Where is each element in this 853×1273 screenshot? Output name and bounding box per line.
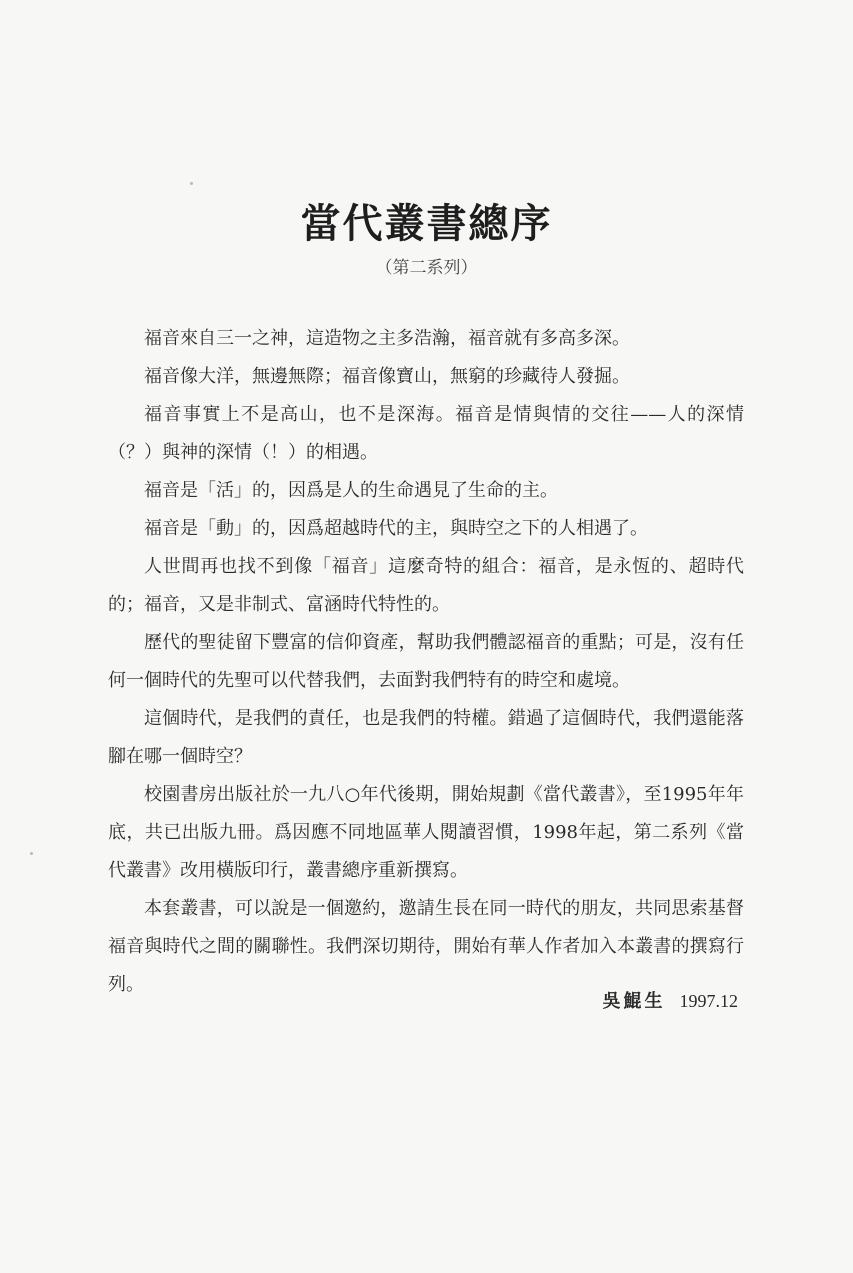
author-name: 吳鯤生 [602,991,666,1012]
paragraph: 人世間再也找不到像「福音」這麼奇特的組合：福音，是永恆的、超時代的；福音，又是非制式、富涵時代特性的。 [108,556,744,615]
scan-speck [30,852,33,855]
paragraph: 福音事實上不是高山，也不是深海。福音是情與情的交往——人的深情（？）與神的深情（！）的相遇。 [108,404,744,463]
signature-date: 1997.12 [679,991,738,1011]
paragraph: 福音像大洋，無邊無際；福音像寶山，無窮的珍藏待人發掘。 [144,366,630,387]
paragraph: 本套叢書，可以說是一個邀約，邀請生長在同一時代的朋友，共同思索基督福音與時代之間的關聯性。我們深切期待，開始有華人作者加入本叢書的撰寫行列。 [108,898,744,995]
paragraph: 校園書房出版社於一九八○年代後期，開始規劃《當代叢書》，至1995年年底，共已出版九冊。爲因應不同地區華人閱讀習慣，1998年起，第二系列《當代叢書》改用橫版印行，叢書總序重新撰寫。 [108,784,744,881]
page-subtitle: （第二系列） [375,258,478,278]
signature-line [108,986,738,1017]
scan-speck [190,182,193,185]
paragraph: 歷代的聖徒留下豐富的信仰資產，幫助我們體認福音的重點；可是，沒有任何一個時代的先聖可以代替我們，去面對我們特有的時空和處境。 [108,632,744,691]
page-title: 當代叢書總序 [300,200,553,247]
paragraph: 福音是「活」的，因爲是人的生命遇見了生命的主。 [144,480,558,501]
preface-body [108,320,744,1004]
paragraph: 福音是「動」的，因爲超越時代的主，與時空之下的人相遇了。 [144,518,648,539]
paragraph: 這個時代，是我們的責任，也是我們的特權。錯過了這個時代，我們還能落腳在哪一個時空？ [108,708,744,767]
paragraph: 福音來自三一之神，這造物之主多浩瀚，福音就有多高多深。 [144,328,630,349]
